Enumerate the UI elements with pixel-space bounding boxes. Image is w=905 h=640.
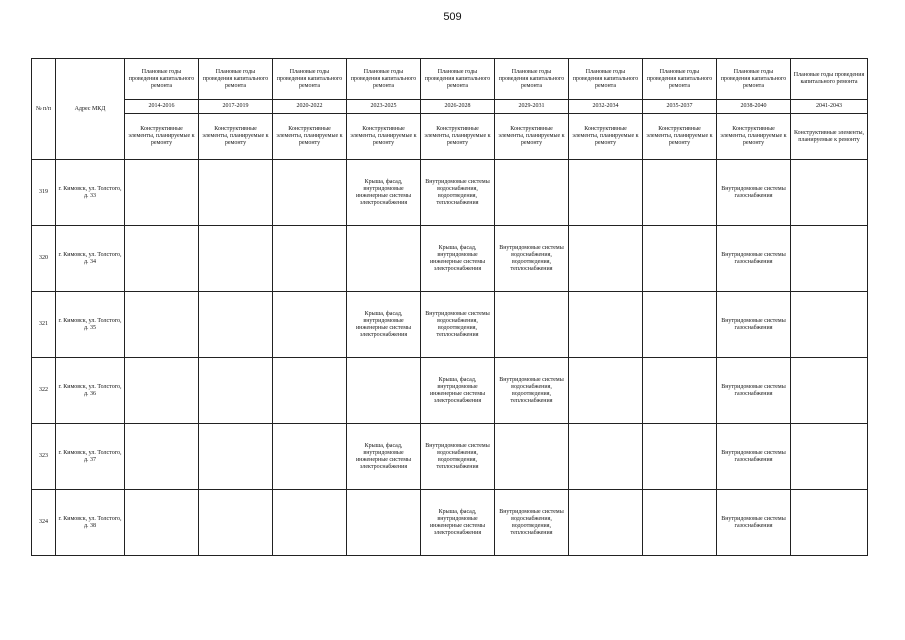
table-cell (569, 160, 643, 226)
years-header: 2014-2016 (125, 100, 199, 114)
elements-header: Конструктивные элементы, планируемые к ремонту (791, 114, 868, 160)
table-cell (273, 424, 347, 490)
table-cell (125, 292, 199, 358)
elements-header: Конструктивные элементы, планируемые к ремонту (643, 114, 717, 160)
table-cell: Крыша, фасад, внутридомовые инженерные системы электроснабжения (347, 424, 421, 490)
table-cell (273, 160, 347, 226)
table-cell (791, 226, 868, 292)
plan-header: Плановые годы проведения капитального ремонта (643, 59, 717, 100)
table-cell (125, 424, 199, 490)
row-address: г. Кимовск, ул. Толстого, д. 36 (56, 358, 125, 424)
row-address: г. Кимовск, ул. Толстого, д. 37 (56, 424, 125, 490)
table-cell (569, 226, 643, 292)
elements-header: Конструктивные элементы, планируемые к ремонту (273, 114, 347, 160)
page-number: 509 (443, 11, 462, 23)
table-cell (125, 358, 199, 424)
elements-header: Конструктивные элементы, планируемые к ремонту (421, 114, 495, 160)
table-cell: Крыша, фасад, внутридомовые инженерные системы электроснабжения (347, 292, 421, 358)
table-cell (569, 490, 643, 556)
row-address: г. Кимовск, ул. Толстого, д. 35 (56, 292, 125, 358)
elements-header: Конструктивные элементы, планируемые к ремонту (347, 114, 421, 160)
table-cell (199, 490, 273, 556)
table-cell (643, 424, 717, 490)
table-cell: Внутридомовые системы водоснабжения, водоотведения, теплоснабжения (421, 424, 495, 490)
table-cell (643, 226, 717, 292)
row-address: г. Кимовск, ул. Толстого, д. 34 (56, 226, 125, 292)
elements-header: Конструктивные элементы, планируемые к ремонту (199, 114, 273, 160)
table-cell (643, 292, 717, 358)
table-row (32, 490, 868, 556)
table-cell (199, 292, 273, 358)
table-cell: Внутридомовые системы водоснабжения, водоотведения, теплоснабжения (495, 490, 569, 556)
table-cell (791, 160, 868, 226)
table-cell (569, 424, 643, 490)
plan-header: Плановые годы проведения капитального ремонта (347, 59, 421, 100)
plan-header: Плановые годы проведения капитального ремонта (791, 59, 868, 100)
years-header: 2035-2037 (643, 100, 717, 114)
table-cell: Внутридомовые системы газоснабжения (717, 292, 791, 358)
table-cell (791, 424, 868, 490)
plan-header: Плановые годы проведения капитального ремонта (495, 59, 569, 100)
table-cell: Крыша, фасад, внутридомовые инженерные системы электроснабжения (421, 490, 495, 556)
table-row (32, 358, 868, 424)
table-cell: Крыша, фасад, внутридомовые инженерные системы электроснабжения (347, 160, 421, 226)
years-header: 2020-2022 (273, 100, 347, 114)
table-cell (791, 292, 868, 358)
table-cell: Внутридомовые системы водоснабжения, водоотведения, теплоснабжения (421, 160, 495, 226)
years-header: 2026-2028 (421, 100, 495, 114)
elements-header: Конструктивные элементы, планируемые к ремонту (717, 114, 791, 160)
row-number: 319 (32, 160, 56, 226)
table-cell (347, 490, 421, 556)
table-cell (347, 358, 421, 424)
table-cell: Внутридомовые системы газоснабжения (717, 226, 791, 292)
table-cell (199, 424, 273, 490)
plan-header: Плановые годы проведения капитального ремонта (421, 59, 495, 100)
header-row-plan (32, 59, 868, 100)
table-cell: Внутридомовые системы водоснабжения, водоотведения, теплоснабжения (495, 358, 569, 424)
num-header: № п/п (32, 59, 56, 160)
table-row (32, 292, 868, 358)
table-row (32, 424, 868, 490)
years-header: 2041-2043 (791, 100, 868, 114)
table-cell (125, 226, 199, 292)
capital-repair-table (31, 58, 868, 556)
table-cell (125, 490, 199, 556)
years-header: 2023-2025 (347, 100, 421, 114)
plan-header: Плановые годы проведения капитального ремонта (717, 59, 791, 100)
table-cell (643, 160, 717, 226)
table-cell (273, 490, 347, 556)
table-cell (791, 358, 868, 424)
elements-header: Конструктивные элементы, планируемые к ремонту (125, 114, 199, 160)
table-cell (495, 292, 569, 358)
table-cell: Внутридомовые системы газоснабжения (717, 160, 791, 226)
table-cell (273, 226, 347, 292)
table-cell: Внутридомовые системы водоснабжения, водоотведения, теплоснабжения (495, 226, 569, 292)
row-address: г. Кимовск, ул. Толстого, д. 38 (56, 490, 125, 556)
table-cell (791, 490, 868, 556)
table-cell: Внутридомовые системы газоснабжения (717, 358, 791, 424)
elements-header: Конструктивные элементы, планируемые к ремонту (569, 114, 643, 160)
table-cell (199, 226, 273, 292)
plan-header: Плановые годы проведения капитального ремонта (569, 59, 643, 100)
table-cell (569, 292, 643, 358)
row-number: 324 (32, 490, 56, 556)
plan-header: Плановые годы проведения капитального ремонта (199, 59, 273, 100)
table-cell: Крыша, фасад, внутридомовые инженерные системы электроснабжения (421, 358, 495, 424)
table-cell (643, 358, 717, 424)
table-row (32, 160, 868, 226)
table-cell (347, 226, 421, 292)
plan-header: Плановые годы проведения капитального ремонта (273, 59, 347, 100)
table-cell (273, 292, 347, 358)
row-address: г. Кимовск, ул. Толстого, д. 33 (56, 160, 125, 226)
header-row-years (32, 100, 868, 114)
table-cell (495, 160, 569, 226)
table-cell (495, 424, 569, 490)
table-cell (125, 160, 199, 226)
elements-header: Конструктивные элементы, планируемые к ремонту (495, 114, 569, 160)
table-cell: Внутридомовые системы водоснабжения, водоотведения, теплоснабжения (421, 292, 495, 358)
years-header: 2029-2031 (495, 100, 569, 114)
table-cell: Внутридомовые системы газоснабжения (717, 424, 791, 490)
table-cell (273, 358, 347, 424)
row-number: 322 (32, 358, 56, 424)
plan-header: Плановые годы проведения капитального ремонта (125, 59, 199, 100)
table-cell: Внутридомовые системы газоснабжения (717, 490, 791, 556)
table-cell (643, 490, 717, 556)
table-cell (569, 358, 643, 424)
years-header: 2038-2040 (717, 100, 791, 114)
table-cell (199, 358, 273, 424)
row-number: 320 (32, 226, 56, 292)
table-cell (199, 160, 273, 226)
table-row (32, 226, 868, 292)
table-cell: Крыша, фасад, внутридомовые инженерные системы электроснабжения (421, 226, 495, 292)
row-number: 323 (32, 424, 56, 490)
row-number: 321 (32, 292, 56, 358)
years-header: 2017-2019 (199, 100, 273, 114)
years-header: 2032-2034 (569, 100, 643, 114)
address-header: Адрес МКД (56, 59, 125, 160)
header-row-elements (32, 114, 868, 160)
